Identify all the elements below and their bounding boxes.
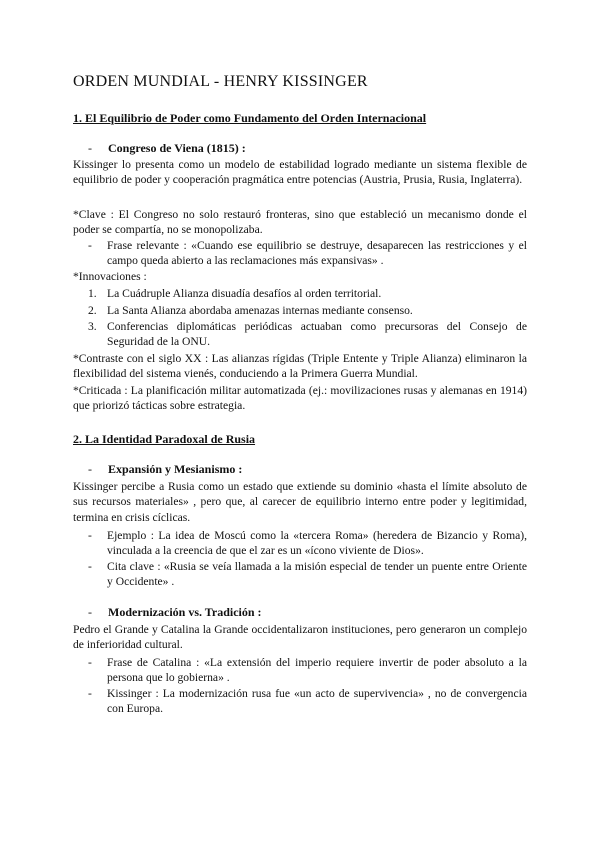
- frase-relevante-item: [88, 238, 527, 269]
- modernizacion-heading: [88, 605, 262, 620]
- dash-marker: -: [88, 656, 92, 669]
- cita-clave-text: Cita clave : «Rusia se veía llamada a la misión especial de tender un puente entre Oriente y Occidente» .: [107, 560, 527, 589]
- congreso-viena-label: Congreso de Viena (1815) :: [108, 141, 246, 155]
- section-1-heading: 1. El Equilibrio de Poder como Fundamento del Orden Internacional: [73, 111, 427, 125]
- ejemplo-item: [88, 528, 527, 559]
- dash-marker: -: [88, 141, 92, 155]
- clave-paragraph: *Clave : El Congreso no solo restauró fronteras, sino que estableció un mecanismo donde el poder se compartía, no se monopolizaba.: [73, 208, 527, 237]
- document-title: ORDEN MUNDIAL - HENRY KISSINGER: [73, 73, 368, 90]
- list-number: 1.: [88, 287, 97, 300]
- innovacion-item-1: [88, 286, 527, 301]
- dash-marker: -: [88, 239, 92, 252]
- frase-relevante-text: Frase relevante : «Cuando ese equilibrio se destruye, desaparecen las restricciones y el campo queda abierto a las reclamaciones más expansivas» .: [107, 239, 527, 268]
- expansion-mesianismo-label: Expansión y Mesianismo :: [108, 462, 243, 476]
- criticada-paragraph: *Criticada : La planificación militar automatizada (ej.: movilizaciones rusas y alemanas en 1914) que priorizó tácticas sobre estrategia.: [73, 384, 527, 413]
- innovacion-item-2: [88, 303, 527, 318]
- congreso-viena-heading: [88, 141, 246, 156]
- expansion-mesianismo-heading: [88, 462, 242, 477]
- dash-marker: -: [88, 560, 92, 573]
- contraste-paragraph: *Contraste con el siglo XX : Las alianzas rígidas (Triple Entente y Triple Alianza) eliminaron la flexibilidad del sistema vienés, conduciendo a la Primera Guerra Mundial.: [73, 352, 527, 381]
- cita-clave-item: [88, 559, 527, 590]
- section-2-heading: 2. La Identidad Paradoxal de Rusia: [73, 432, 256, 446]
- dash-marker: -: [88, 687, 92, 700]
- frase-catalina-text: Frase de Catalina : «La extensión del imperio requiere invertir de poder absoluto a la persona que lo gobierna» .: [107, 656, 527, 685]
- modernizacion-label: Modernización vs. Tradición :: [108, 605, 262, 619]
- dash-marker: -: [88, 529, 92, 542]
- innovacion-item-3: [88, 319, 527, 350]
- kissinger-text: Kissinger : La modernización rusa fue «un acto de supervivencia» , no de convergencia con Europa.: [107, 687, 527, 716]
- ejemplo-text: Ejemplo : La idea de Moscú como la «tercera Roma» (heredera de Bizancio y Roma), vinculada a la creencia de que el zar es un «ícono viviente de Dios».: [107, 529, 527, 558]
- modernizacion-paragraph: Pedro el Grande y Catalina la Grande occidentalizaron instituciones, pero generaron un complejo de inferioridad cultural.: [73, 623, 527, 652]
- dash-marker: -: [88, 462, 92, 476]
- innovacion-text: La Cuádruple Alianza disuadía desafíos al orden territorial.: [107, 287, 382, 300]
- dash-marker: -: [88, 605, 92, 619]
- list-number: 2.: [88, 304, 97, 317]
- congreso-intro-paragraph: Kissinger lo presenta como un modelo de estabilidad logrado mediante un sistema flexible de equilibrio de poder y cooperación pragmática entre potencias (Austria, Prusia, Rusia, Inglaterra).: [73, 158, 527, 187]
- list-number: 3.: [88, 320, 97, 333]
- innovacion-text: Conferencias diplomáticas periódicas actuaban como precursoras del Consejo de Seguridad de la ONU.: [107, 320, 527, 349]
- innovacion-text: La Santa Alianza abordaba amenazas internas mediante consenso.: [107, 304, 413, 317]
- frase-catalina-item: [88, 655, 527, 686]
- innovaciones-label: *Innovaciones :: [73, 270, 147, 283]
- kissinger-item: [88, 686, 527, 717]
- expansion-paragraph: Kissinger percibe a Rusia como un estado que extiende su dominio «hasta el límite absoluto de sus recursos materiales» , pero que, al carecer de equilibrio interno entre poder y legitimidad, termina en crisis cíclicas.: [73, 480, 527, 524]
